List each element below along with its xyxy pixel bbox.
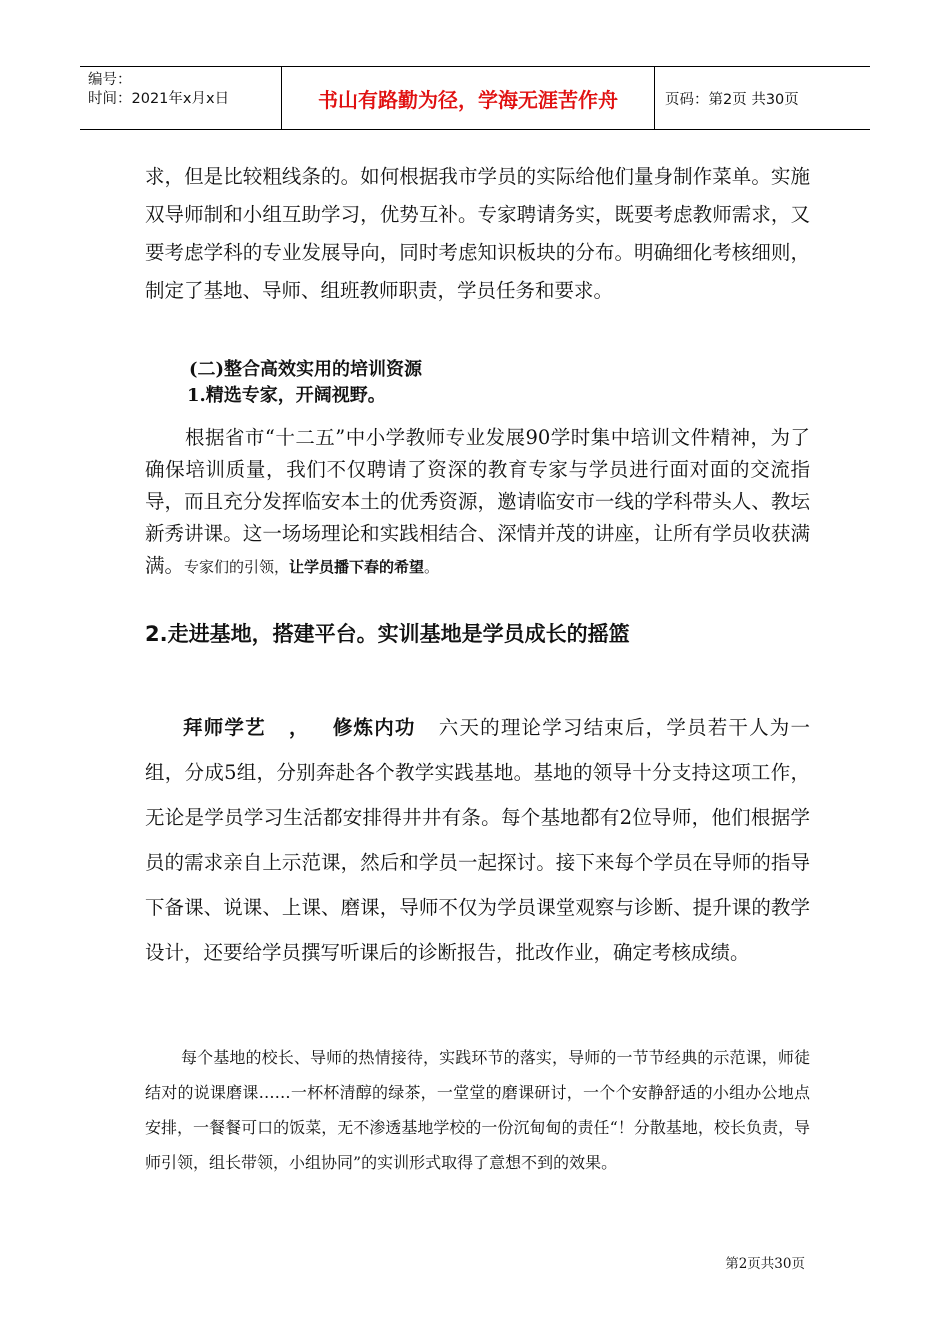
paragraph-3-lead-c: 修炼内功 (331, 716, 416, 739)
paragraph-1: 求，但是比较粗线条的。如何根据我市学员的实际给他们量身制作菜单。实施双导师制和小组互助学习，优势互补。专家聘请务实，既要考虑教师需求，又要考虑学科的专业发展导向，同时考虑知识板块的分布。明确细化考核细则，制定了基地、导师、组班教师职责，学员任务和要求。 (145, 165, 810, 302)
paragraph-2 (145, 422, 810, 583)
number-label: 编号： (88, 72, 132, 88)
subheading-2: 2.走进基地，搭建平台。实训基地是学员成长的摇篮 (145, 622, 630, 646)
paragraph-3-text: 六天的理论学习结束后，学员若干人为一组，分成5组，分别奔赴各个教学实践基地。基地的领导十分支持这项工作，无论是学员学习生活都安排得井井有条。每个基地都有2位导师，他们根据学员的需求亲自上示范课，然后和学员一起探讨。接下来每个学员在导师的指导下备课、说课、上课、磨课，导师不仅为学员课堂观察与诊断、提升课的教学设计，还要给学员撰写听课后的诊断报告，批改作业，确定考核成绩。 (145, 716, 810, 964)
paragraph-4 (145, 1040, 810, 1180)
paragraph-2-bold: 让学员播下春的希望 (289, 558, 425, 576)
header-motto: 书山有路勤为径，学海无涯苦作舟 (282, 67, 655, 129)
section-heading: (二)整合高效实用的培训资源 (189, 359, 423, 380)
paragraph-3-lead-b: ， (287, 716, 310, 739)
paragraph-2-small: 专家们的引领， (184, 558, 290, 576)
paragraph-2-end: 。 (424, 558, 440, 576)
paragraph-3 (145, 705, 810, 975)
header-page-info: 页码：第2页 共30页 (665, 91, 799, 108)
time-label: 时间：2021年x月x日 (88, 91, 230, 107)
paragraph-3-lead-a: 拜师学艺 (183, 716, 266, 739)
subheading-1: 1.精选专家，开阔视野。 (187, 385, 386, 406)
paragraph-4-text: 每个基地的校长、导师的热情接待，实践环节的落实，导师的一节节经典的示范课，师徒结对的说课磨课……一杯杯清醇的绿茶，一堂堂的磨课研讨，一个个安静舒适的小组办公地点安排，一餐餐可口的饭菜，无不渗透基地学校的一份沉甸甸的责任“！分散基地，校长负责，导师引领，组长带领，小组协同”的实训形式取得了意想不到的效果。 (145, 1048, 810, 1172)
section-heading-block (145, 357, 810, 409)
header-meta (80, 67, 282, 129)
page-footer: 第2页共30页 (725, 1256, 805, 1272)
page-header (80, 66, 870, 130)
paragraph-2-main: 根据省市“十二五”中小学教师专业发展90学时集中培训文件精神，为了确保培训质量，我们不仅聘请了资深的教育专家与学员进行面对面的交流指导，而且充分发挥临安本土的优秀资源，邀请临安市一线的学科带头人、教坛新秀讲课。这一场场理论和实践相结合、深情并茂的讲座，让所有学员收获满满。 (145, 426, 810, 577)
